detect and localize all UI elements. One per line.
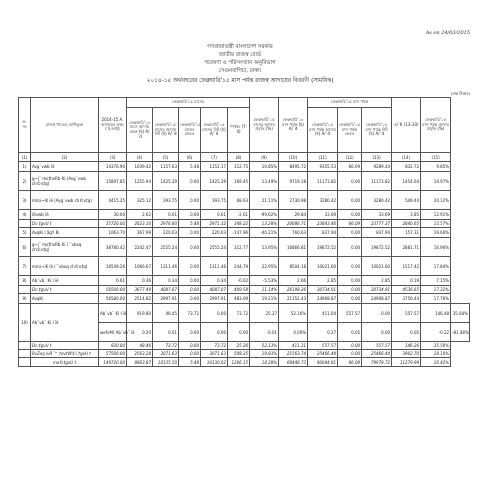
column-index: (14) <box>392 153 421 162</box>
table-cell: 17.84% <box>421 257 451 276</box>
table-cell: 52.13% <box>250 342 279 350</box>
table-cell: 56500.00 <box>99 286 127 294</box>
table-cell: 14.28% <box>250 358 279 367</box>
table-cell: 3.85 <box>392 210 421 220</box>
table-cell: 13.28% <box>250 220 279 228</box>
table-cell: 112.75 <box>228 162 250 172</box>
table-cell: -40.21% <box>250 228 279 238</box>
column-index: (5) <box>153 153 179 162</box>
table-cell: 0.00 <box>179 238 201 257</box>
col-header: 2014-15 A. আদায়ের লক্ষ্য ( ই.আই) <box>99 98 127 153</box>
table-cell: 325.12 <box>127 191 153 210</box>
table-cell: 0.01 <box>153 210 179 220</box>
table-cell: 2840.65 <box>392 220 421 228</box>
table-cell: 0.05 <box>392 323 421 342</box>
table-cell: 2563.28 <box>127 350 153 358</box>
column-index: (1) <box>19 153 31 162</box>
table-cell: 2.62 <box>127 210 153 220</box>
table-cell: -0.01 <box>250 323 279 342</box>
table-cell: 3071.63 <box>153 350 179 358</box>
column-index-row <box>19 153 470 162</box>
table-cell: 2.85 <box>308 276 338 286</box>
table-cell: 220.03 <box>201 228 228 238</box>
row-number <box>19 350 31 358</box>
table-cell: 0.00 <box>179 257 201 276</box>
table-cell: 0.05 <box>338 323 362 342</box>
table-cell: 149720.00 <box>99 358 127 367</box>
table-cell: 0.00 <box>179 210 201 220</box>
table-cell: 8504.18 <box>279 257 308 276</box>
row-label: me©‡gvU t <box>31 358 99 367</box>
wing-name: গবেষণা ও পরিসংখ্যান অনুবিভাগ <box>204 60 276 66</box>
table-cell: -147.96 <box>228 228 250 238</box>
table-cell: 9.85% <box>421 162 451 172</box>
table-cell: 11173.82 <box>308 172 338 191</box>
row-label: Dc-‡gvU t <box>31 286 99 294</box>
table-cell: 549.44 <box>392 191 421 210</box>
row-number: 7) <box>19 257 31 276</box>
col-header: ফেব্রুয়ারি'১৪ মাস পর্যন্ত (ই) A/´d <box>279 98 308 153</box>
table-cell: 21152.43 <box>279 294 308 304</box>
table-cell: 2997.91 <box>153 294 179 304</box>
row-label: m¤ú~iK ïé (Avg`vwb ch©v‡q) <box>31 191 99 210</box>
column-index: (11) <box>308 153 338 162</box>
table-cell: 3280.42 <box>308 191 338 210</box>
table-cell: 1454.64 <box>392 172 421 191</box>
table-cell: 220.03 <box>153 228 179 238</box>
table-cell: 2.66 <box>279 276 308 286</box>
table-cell: 52.16% <box>279 304 308 323</box>
table-cell: 411.04 <box>308 304 338 323</box>
report-title: ২০১৪-১৫ অর্থবছরের ফেব্রুয়ারি'১৫ মাস পর্যন্ত রাজস্ব আদায়ের বিবরণী (সাময়িক) <box>146 78 334 84</box>
table-cell: 66.09 <box>338 162 362 172</box>
column-index: (12) <box>338 153 362 162</box>
table-cell: 146.48 <box>421 304 451 323</box>
row-number <box>19 358 31 367</box>
as-of-date: As on 24/03/2015 <box>425 30 470 36</box>
table-cell: 10.85% <box>250 162 279 172</box>
table-cell: -81.48% <box>451 323 470 342</box>
revenue-table <box>18 97 470 367</box>
table-cell: 25.27 <box>250 304 279 323</box>
table-cell: 4415.25 <box>99 191 127 210</box>
table-cell: 24908.87 <box>308 294 338 304</box>
table-cell: 13.95% <box>250 238 279 257</box>
table-cell: 557.57 <box>338 304 362 323</box>
table-cell: 80044.81 <box>308 358 338 367</box>
table-cell: 0.00 <box>338 342 362 350</box>
table-cell: 2971.32 <box>201 220 228 228</box>
table-cell: 0.01 <box>201 210 228 220</box>
table-cell: 11.14% <box>250 286 279 294</box>
row-number <box>19 220 31 228</box>
table-cell: -2.61 <box>228 210 250 220</box>
unit-label: (লক্ষ টাকায়) <box>450 91 470 96</box>
table-cell: 0.36 <box>127 276 153 286</box>
table-cell: 48.46 <box>127 342 153 350</box>
row-label: AvqKi <box>31 294 99 304</box>
table-cell: 2242.47 <box>127 238 153 257</box>
table-cell: 10135.50 <box>153 358 179 367</box>
table-cell: 0.00 <box>338 172 362 191</box>
table-cell: 5.48 <box>179 358 201 367</box>
table-cell: 16.42% <box>421 358 451 367</box>
address: সেগুনবাগিচা, ঢাকা। <box>218 68 262 74</box>
table-cell: 3280.42 <box>362 191 392 210</box>
table-cell: 2730.98 <box>279 191 308 210</box>
row-label: Ab¨vb¨ Ki I ïé <box>31 276 99 286</box>
table-cell: 21.11% <box>250 191 279 210</box>
table-cell: 0.20 <box>127 323 153 342</box>
table-cell: 79978.72 <box>362 358 392 367</box>
table-cell: 409.58 <box>228 286 250 294</box>
table-body <box>19 153 470 367</box>
table-cell: 411.31 <box>279 342 308 350</box>
row-label: AvqKi I ågY Ki <box>31 228 99 238</box>
row-number: 6) <box>19 238 31 257</box>
table-cell: 56580.00 <box>99 294 127 304</box>
column-index: (6) <box>179 153 201 162</box>
subtotal-row <box>19 220 470 228</box>
table-cell: 0.27 <box>308 323 338 342</box>
table-cell: 312.77 <box>228 238 250 257</box>
table-cell: 0.19 <box>392 276 421 286</box>
table-cell: 25.26 <box>228 342 250 350</box>
table-cell: -0.02 <box>228 276 250 286</box>
table-cell: 832.72 <box>392 162 421 172</box>
grand-total-row <box>19 358 470 367</box>
row-label: Ab¨vb¨ Ki I ïé <box>31 304 99 342</box>
column-index: (10) <box>279 153 308 162</box>
column-index: (4) <box>127 153 153 162</box>
table-cell: 68.63 <box>228 191 250 210</box>
table-row <box>19 238 470 257</box>
table-cell: 837.94 <box>362 228 392 238</box>
table-cell: -0.22 <box>421 323 451 342</box>
table-cell: 23843.46 <box>308 220 338 228</box>
table-cell: 1517.42 <box>392 257 421 276</box>
table-cell: 19.83% <box>250 350 279 358</box>
column-index: (8) <box>228 153 250 162</box>
table-cell: 508.35 <box>228 350 250 358</box>
table-cell: -99.62% <box>250 210 279 220</box>
table-cell: 0.00% <box>279 323 308 342</box>
table-cell: 73.72 <box>201 342 228 350</box>
table-cell: 244.79 <box>228 257 250 276</box>
group-header-month: ফেব্রুয়ারি'১৫ মাসের <box>127 98 250 108</box>
group-header-row <box>19 98 470 108</box>
table-cell: 919.80 <box>127 304 153 323</box>
govt-name: গণপ্রজাতন্ত্রী বাংলাদেশ সরকার <box>207 44 273 50</box>
table-cell: 26198.26 <box>279 286 308 294</box>
table-cell: 1063.70 <box>99 228 127 238</box>
table-cell: 837.94 <box>308 228 338 238</box>
row-number: 3) <box>19 191 31 210</box>
col-header: ফেব্রুয়ারি'১৫ মাসের আদায় প্রবৃদ্ধি (%) <box>250 98 279 153</box>
table-cell: 393.75 <box>201 191 228 210</box>
table-cell: 483.09 <box>228 294 250 304</box>
row-label: Dc-‡gvU t <box>31 342 99 350</box>
table-cell: 1311.46 <box>201 257 228 276</box>
table-cell: 1425.39 <box>153 172 179 191</box>
table-cell: 2623.10 <box>127 220 153 228</box>
table-cell: 0.34 <box>201 276 228 286</box>
table-cell: 0.00 <box>179 228 201 238</box>
table-cell: 0.00 <box>201 304 228 323</box>
col-header: ফেব্রুয়ারি'১৫ মাসের ফেরত <box>179 108 201 153</box>
table-cell: 19872.52 <box>362 238 392 257</box>
table-cell: 920.00 <box>99 342 127 350</box>
col-header: পার্থক্য (7-4) <box>228 108 250 153</box>
table-cell: -5.53% <box>250 276 279 286</box>
table-cell: 16549.26 <box>99 257 127 276</box>
table-cell: 13.57% <box>421 220 451 228</box>
table-cell: 10021.60 <box>308 257 338 276</box>
table-cell: 17.32% <box>421 286 451 294</box>
table-cell: 157.31 <box>392 228 421 238</box>
table-cell: 1157.63 <box>153 162 179 172</box>
table-cell: 9719.18 <box>279 172 308 191</box>
subtotal-row <box>19 350 470 358</box>
table-cell: 14376.90 <box>99 162 127 172</box>
table-row <box>19 294 470 304</box>
table-cell: 0.00 <box>362 323 392 342</box>
table-cell: 29.84 <box>279 210 308 220</box>
table-row <box>19 172 470 191</box>
table-cell: 4087.07 <box>153 286 179 294</box>
table-cell: 19.21% <box>250 294 279 304</box>
table-cell: 30734.91 <box>362 286 392 294</box>
table-cell: 0.00 <box>179 172 201 191</box>
table-cell: 0.00 <box>338 228 362 238</box>
table-cell: 0.34 <box>153 276 179 286</box>
sub-row-label: Ab¨vb¨ Ki I ïé <box>99 304 127 323</box>
table-cell: 30.00 <box>99 210 127 220</box>
table-cell: 0.00 <box>338 350 362 358</box>
table-cell: 169.45 <box>228 172 250 191</box>
subtotal-row <box>19 286 470 294</box>
table-cell: 0.01 <box>153 323 179 342</box>
table-cell: 557.57 <box>362 342 392 350</box>
table-row <box>19 191 470 210</box>
table-cell: 0.00 <box>338 294 362 304</box>
table-cell: 11173.82 <box>362 172 392 191</box>
table-cell: 4536.65 <box>392 286 421 294</box>
table-cell: 0.00 <box>338 191 362 210</box>
table-cell: 25466.44 <box>308 350 338 358</box>
table-cell: 1039.42 <box>127 162 153 172</box>
row-label: ißvwb ïé <box>31 210 99 220</box>
table-cell: 0.00 <box>179 342 201 350</box>
table-cell: 16866.81 <box>279 238 308 257</box>
table-cell: 19872.52 <box>308 238 338 257</box>
table-cell: 35720.00 <box>99 220 127 228</box>
table-cell: 35.64% <box>451 304 470 323</box>
table-cell: 557.57 <box>392 304 421 323</box>
table-row <box>19 257 470 276</box>
table-cell: 15897.85 <box>99 172 127 191</box>
table-cell: 25466.44 <box>362 350 392 358</box>
table-cell: 68448.73 <box>279 358 308 367</box>
table-cell: 9355.53 <box>308 162 338 172</box>
row-number: 5) <box>19 228 31 238</box>
table-cell: 1311.46 <box>153 257 179 276</box>
table-cell: 18.10% <box>421 350 451 358</box>
column-index: (15) <box>421 153 451 162</box>
table-cell: 0.00 <box>338 286 362 294</box>
table-cell: 2881.71 <box>392 238 421 257</box>
table-cell: 30734.91 <box>308 286 338 294</box>
table-cell: 0.00 <box>179 191 201 210</box>
col-header: রাজস্ব খাতের শ্রেণিভুক্ত <box>31 98 99 153</box>
table-cell: 5.48 <box>179 220 201 228</box>
table-cell: 20.12% <box>421 191 451 210</box>
table-cell: 760.63 <box>279 228 308 238</box>
column-index: (13) <box>362 153 392 162</box>
table-cell: 0.00 <box>362 304 392 323</box>
table-cell: 367.99 <box>127 228 153 238</box>
table-cell: 8863.87 <box>127 358 153 367</box>
table-cell: 13.49% <box>250 172 279 191</box>
row-number: 10) <box>19 304 31 342</box>
row-label: g~j¨ ms‡hvRb Ki (¯’vbxq ch©v‡q) <box>31 238 99 257</box>
table-cell: 2514.82 <box>127 294 153 304</box>
table-cell: 16.96% <box>421 238 451 257</box>
table-cell: 23777.37 <box>362 220 392 228</box>
row-label: m¤ú~iK ïé (¯’vbxq ch©v‡q) <box>31 257 99 276</box>
table-cell: 146.26 <box>392 342 421 350</box>
table-cell: 0.00 <box>228 323 250 342</box>
row-number: 9) <box>19 294 31 304</box>
table-cell: 0.00 <box>338 210 362 220</box>
table-row <box>19 228 470 238</box>
board-name: জাতীয় রাজস্ব বোর্ড <box>219 52 261 58</box>
table-row <box>19 304 470 323</box>
column-index: (3) <box>99 153 127 162</box>
table-cell: 3677.49 <box>127 286 153 294</box>
table-cell: 73.72 <box>228 304 250 323</box>
table-cell: 3902.70 <box>392 350 421 358</box>
table-cell: 3756.44 <box>392 294 421 304</box>
row-label: RvZxq ivR¯^ †ev‡W©i †gvU t <box>31 350 99 358</box>
table-cell: 66.09 <box>338 220 362 228</box>
table-cell: 0.00 <box>179 286 201 294</box>
table-cell: 0.00 <box>338 238 362 257</box>
table-cell: 22.95% <box>250 257 279 276</box>
col-header: ফেব্রুয়ারি'১৫ মাস পর্যন্ত নিট (ই) A/´d <box>362 108 392 153</box>
table-cell: 66.09 <box>338 358 362 367</box>
table-cell: 9289.44 <box>362 162 392 172</box>
table-cell: 24908.87 <box>362 294 392 304</box>
table-cell: 2555.24 <box>201 238 228 257</box>
row-label: Dc-‡gvU t <box>31 220 99 228</box>
table-cell: 0.00 <box>201 323 228 342</box>
table-cell: 5.48 <box>179 162 201 172</box>
table-cell: 57500.00 <box>99 350 127 358</box>
column-index: (7) <box>201 153 228 162</box>
col-header: ত/´K (13-10) <box>392 98 421 153</box>
table-cell: 12.91% <box>421 210 451 220</box>
table-cell: 2555.24 <box>153 238 179 257</box>
table-row <box>19 276 470 286</box>
table-cell: 1066.67 <box>127 257 153 276</box>
sub-row-label: wefvM/ Ab¨vb¨ ïé <box>99 323 127 342</box>
table-cell: 1152.17 <box>201 162 228 172</box>
table-cell: 0.00 <box>179 276 201 286</box>
row-number: 1) <box>19 162 31 172</box>
table-cell: 0.00 <box>179 350 201 358</box>
row-number <box>19 286 31 294</box>
row-number: 4) <box>19 210 31 220</box>
table-cell: 73.72 <box>153 342 179 350</box>
table-cell: 35.56% <box>421 342 451 350</box>
row-number: 2) <box>19 172 31 191</box>
table-row <box>19 162 470 172</box>
table-cell: 1425.39 <box>201 172 228 191</box>
col-header: ফেব্রুয়ারি'১৫ মাসের আদায় নিট (ই) A/´d <box>153 108 179 153</box>
table-cell: 14.97% <box>421 172 451 191</box>
group-header-cumulative: ফেব্রুয়ারি'১৫ মাস পর্যন্ত <box>308 98 392 108</box>
table-cell: 2997.91 <box>201 294 228 304</box>
table-cell: 10021.60 <box>362 257 392 276</box>
col-header: ফেব্রুয়ারি'১৫ মাস পর্যন্ত আদায় (ই) A/´d <box>308 108 338 153</box>
table-cell: 48.45 <box>153 304 179 323</box>
column-index: (9) <box>250 153 279 162</box>
row-number: 8) <box>19 276 31 286</box>
table-cell: 73.72 <box>179 304 201 323</box>
table-cell: 20686.71 <box>279 220 308 228</box>
table-cell: 0.00 <box>338 276 362 286</box>
table-cell: 17.76% <box>421 294 451 304</box>
table-cell: 10130.02 <box>201 358 228 367</box>
table-cell: 4087.07 <box>201 286 228 294</box>
table-cell: 393.75 <box>153 191 179 210</box>
col-header: ক্র. নং <box>19 98 31 153</box>
table-cell: 8495.72 <box>279 162 308 172</box>
table-cell: 2.85 <box>362 276 392 286</box>
col-header: ফেব্রুয়ারি'১৫ মাস পর্যন্ত ফেরত <box>338 108 362 153</box>
table-cell: 0.00 <box>179 294 201 304</box>
table-cell: 2976.80 <box>153 220 179 228</box>
column-index: (2) <box>31 153 99 162</box>
row-label: Avg`vwb ïé <box>31 162 99 172</box>
subtotal-row <box>19 342 470 350</box>
table-cell: 21563.74 <box>279 350 308 358</box>
col-header: ফেব্রুয়ারি'১৫ মাস পর্যন্ত আদায় প্রবৃদ্ধি (%) <box>421 98 451 153</box>
table-cell: 557.57 <box>308 342 338 350</box>
table-cell: 0.00 <box>338 257 362 276</box>
table-cell: 33.69 <box>308 210 338 220</box>
table-cell: 348.22 <box>228 220 250 228</box>
table-cell: 19.60% <box>421 228 451 238</box>
table-cell: 6.61 <box>99 276 127 286</box>
table-row <box>19 210 470 220</box>
table-cell: 7.15% <box>421 276 451 286</box>
table-cell: 3071.63 <box>201 350 228 358</box>
col-header: ফেব্রুয়ারি'১৫ মাসের নিট (ই) A/´d <box>201 108 228 153</box>
row-number <box>19 342 31 350</box>
col-header: ফেব্রুয়ারি'১৪ মাসে আদায় ফেব্রু (ই) A/´d <box>127 108 153 153</box>
table-cell: 38780.42 <box>99 238 127 257</box>
table-cell: 11279.99 <box>392 358 421 367</box>
row-label: g~j¨ ms‡hvRb Ki (Avg`vwb ch©v‡q) <box>31 172 99 191</box>
table-cell: 33.69 <box>362 210 392 220</box>
table-cell: 0.00 <box>179 323 201 342</box>
table-cell: 1266.15 <box>228 358 250 367</box>
table-cell: 1255.94 <box>127 172 153 191</box>
